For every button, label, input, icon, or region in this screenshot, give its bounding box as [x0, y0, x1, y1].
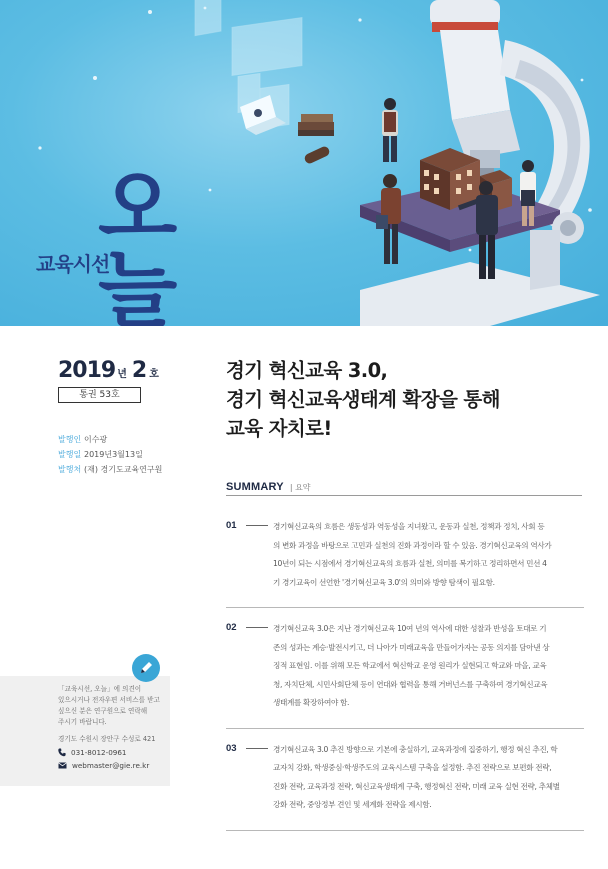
volume-badge: 통권 53호: [58, 387, 141, 403]
summary-item-text: [273, 741, 584, 815]
summary-item: [226, 741, 584, 815]
summary-item: [226, 518, 584, 592]
meta-key: 발행인: [58, 435, 82, 444]
summary-item-dash: [246, 627, 268, 628]
text-line: 「교육시선, 오늘」에 의견이: [58, 685, 142, 693]
issue-info: [58, 358, 164, 403]
meta-value: 2019년3월13일: [84, 450, 143, 459]
text-line: 경기혁신교육의 흐름은 생동성과 역동성을 지녀왔고, 운동과 실천, 정책과 정치, 사회 등: [273, 522, 545, 531]
issue-year-unit: 년: [117, 369, 127, 380]
magazine-title-small: 교육시선: [36, 252, 110, 276]
pen-icon: [132, 654, 160, 682]
summary-item-number: 03: [226, 742, 237, 754]
text-line: 있으시거나 전자우편 서비스를 받고: [58, 696, 160, 704]
issue-number-line: [58, 358, 164, 383]
contact-email[interactable]: webmaster@gie.re.kr: [72, 761, 150, 770]
summary-list: [226, 518, 584, 843]
contact-address: 경기도 수원시 장안구 수성로 421: [58, 735, 156, 743]
article-headline: [226, 356, 586, 443]
summary-item-dash: [246, 748, 268, 749]
summary-item-dash: [246, 525, 268, 526]
meta-value: (재) 경기도교육연구원: [84, 465, 163, 474]
summary-item-number: 01: [226, 520, 237, 531]
cover-illustration: [0, 0, 608, 326]
text-line: 징적 표현임. 이를 위해 모든 학교에서 혁신학교 운영 원리가 실현되고 학교와 마을, 교육: [273, 661, 547, 670]
issue-number-unit: 호: [149, 369, 159, 380]
magazine-logo: [36, 161, 236, 326]
summary-divider: [226, 728, 584, 729]
contact-phone[interactable]: 031-8012-0961: [71, 748, 127, 757]
summary-item-number: 02: [226, 622, 237, 633]
summary-header: [226, 480, 582, 496]
text-line: 존의 성과는 계승·발전시키고, 더 나아가 미래교육을 만들어가자는 공동 의지를 담아낸 상: [273, 642, 550, 652]
mail-icon: [58, 762, 67, 769]
publication-meta: [58, 432, 162, 477]
meta-value: 이수광: [84, 435, 108, 444]
summary-subtitle: | 요약: [289, 483, 311, 492]
headline-line: 경기 혁신교육생태계 확장을 통해: [226, 388, 500, 411]
contact-message: [58, 684, 168, 728]
meta-key: 발행일: [58, 450, 82, 459]
summary-divider: [226, 607, 584, 608]
text-line: 진화 전략, 교육과정 전략, 혁신교육생태계 구축, 행정혁신 전략, 미래 교육 실현 전략, 추체별: [273, 781, 560, 791]
contact-email-row: [58, 760, 168, 771]
summary-item-text: [273, 518, 584, 592]
text-line: 기 경기교육이 선언한 '경기혁신교육 3.0'의 의미와 방향 탐색이 필요함.: [273, 577, 495, 587]
text-line: 싶으신 분은 연구원으로 연락해: [58, 707, 148, 715]
text-line: 청, 자치단체, 시민사회단체 등이 연대와 협력을 통해 거버넌스를 구축하여 경기혁신교육: [273, 679, 548, 689]
text-line: 강화 전략, 중앙정부 견인 및 세계화 전략을 제시함.: [273, 800, 432, 809]
meta-issuer: [58, 462, 162, 477]
meta-publisher: [58, 432, 162, 447]
text-line: 10년이 되는 시점에서 경기혁신교육의 흐름과 실천, 의미를 복기하고 정리하면서 민선 4: [273, 559, 547, 568]
text-line: 경기혁신교육 3.0은 지난 경기혁신교육 10여 년의 역사에 대한 성찰과 반성을 토대로 기: [273, 624, 547, 633]
contact-box: [0, 676, 170, 786]
headline-line: 교육 자치로!: [226, 417, 332, 440]
magazine-title-big: 오늘: [98, 161, 172, 326]
meta-key: 발행처: [58, 465, 82, 474]
summary-item-text: [273, 620, 584, 713]
summary-divider: [226, 830, 584, 831]
text-line: 경기혁신교육 3.0 추진 방향으로 기본에 충실하기, 교육과정에 집중하기, 행정 혁신 추진, 학: [273, 744, 558, 754]
contact-phone-row: [58, 747, 168, 758]
phone-icon: [58, 748, 66, 757]
summary-title: SUMMARY: [226, 481, 284, 493]
issue-year: 2019: [58, 358, 116, 383]
summary-item: [226, 620, 584, 713]
headline-line: 경기 혁신교육 3.0,: [226, 359, 388, 382]
text-line: 의 변화 과정을 바탕으로 고민과 실천의 진화 과정이라 할 수 있음. 경기혁신교육의 역사가: [273, 540, 552, 550]
contact-body: [58, 684, 168, 771]
meta-date: [58, 447, 162, 462]
text-line: 교자치 강화, 학생중심·학생주도의 교육시스템 구축을 설정함. 추진 전략으로 보편화 전략,: [273, 763, 552, 772]
issue-number: 2: [131, 358, 148, 383]
text-line: 주시기 바랍니다.: [58, 718, 107, 726]
text-line: 생태계를 확장하여야 함.: [273, 698, 350, 707]
